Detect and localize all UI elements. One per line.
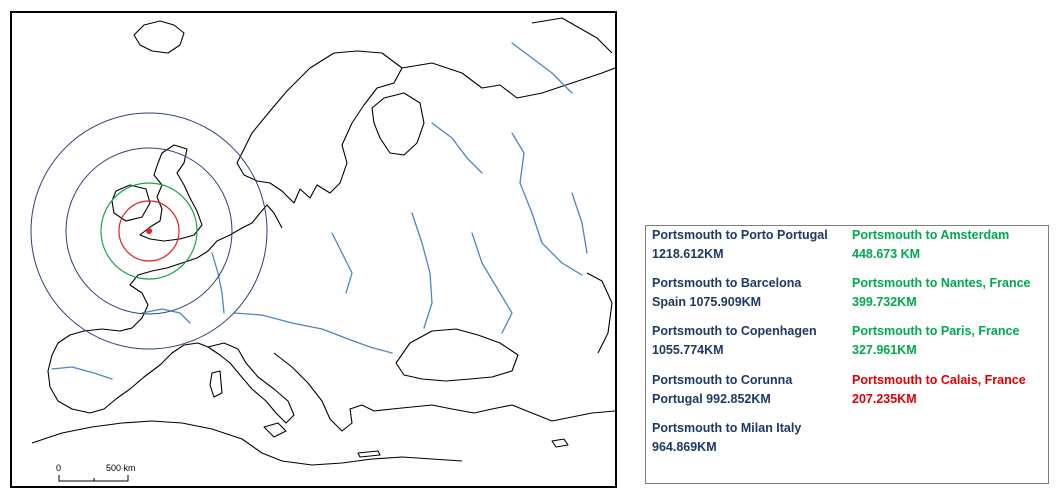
legend-entry-label: Portsmouth to Paris, France — [852, 324, 1020, 338]
legend-entry-porto — [652, 226, 828, 264]
continent-west-coast — [48, 205, 282, 413]
scale-start-label: 0 — [56, 463, 62, 473]
scandinavia-coast — [237, 51, 402, 203]
river-don — [472, 233, 512, 333]
legend-entry-label: Portsmouth to Porto Portugal — [652, 228, 828, 242]
legend-entry-amsterdam — [852, 226, 1009, 264]
map-canvas — [12, 13, 615, 486]
river-iberia — [52, 367, 112, 379]
iceland-coast — [134, 21, 184, 53]
caspian-coast — [587, 273, 612, 353]
north-russia-coast — [402, 63, 615, 98]
portsmouth-marker — [146, 228, 152, 234]
legend-entry-milan — [652, 419, 801, 457]
black-sea-coast — [396, 329, 518, 381]
legend-entry-distance: Portugal 992.852KM — [652, 392, 771, 406]
cyprus-coast — [552, 439, 568, 447]
scale-bar — [56, 463, 136, 481]
distance-legend — [645, 225, 1049, 484]
rivers — [52, 43, 587, 379]
legend-entry-calais — [852, 371, 1026, 409]
legend-entry-distance: 207.235KM — [852, 392, 917, 406]
legend-entry-label: Portsmouth to Nantes, France — [852, 276, 1031, 290]
legend-entry-distance: 399.732KM — [852, 295, 917, 309]
sardinia-coast — [210, 371, 222, 397]
great-britain-coast — [140, 145, 202, 241]
finland-coast — [372, 93, 424, 155]
europe-map — [10, 11, 617, 488]
legend-entry-label: Portsmouth to Calais, France — [852, 373, 1026, 387]
legend-entry-corunna — [652, 371, 792, 409]
crete-coast — [358, 451, 380, 457]
north-africa-coast — [32, 421, 462, 465]
legend-entry-label: Portsmouth to Corunna — [652, 373, 793, 387]
legend-entry-distance: 964.869KM — [652, 440, 717, 454]
balkans-coast — [274, 353, 615, 431]
sicily-coast — [264, 423, 286, 437]
scale-end-label: 500 km — [106, 463, 136, 473]
legend-entry-paris — [852, 322, 1019, 360]
legend-entry-nantes — [852, 274, 1031, 312]
range-rings — [31, 113, 267, 349]
coastlines — [32, 18, 615, 465]
legend-entry-distance: 1218.612KM — [652, 247, 724, 261]
river-dvina — [432, 123, 482, 173]
legend-entry-distance: 327.961KM — [852, 343, 917, 357]
river-ural — [572, 193, 587, 253]
legend-entry-barcelona — [652, 274, 801, 312]
legend-entry-distance: 1055.774KM — [652, 343, 724, 357]
legend-entry-copenhagen — [652, 322, 817, 360]
ireland-coast — [112, 185, 150, 221]
legend-entry-distance: Spain 1075.909KM — [652, 295, 762, 309]
river-volga — [512, 133, 582, 275]
legend-entry-label: Portsmouth to Barcelona — [652, 276, 802, 290]
legend-entry-label: Portsmouth to Amsterdam — [852, 228, 1010, 242]
river-dnieper — [412, 213, 432, 328]
arctic-island-coast — [532, 18, 612, 53]
legend-entry-label: Portsmouth to Copenhagen — [652, 324, 817, 338]
river-loire — [142, 309, 190, 323]
river-vistula — [332, 233, 352, 293]
legend-entry-distance: 448.673 KM — [852, 247, 921, 261]
river-danube — [234, 313, 392, 353]
legend-entry-label: Portsmouth to Milan Italy — [652, 421, 802, 435]
